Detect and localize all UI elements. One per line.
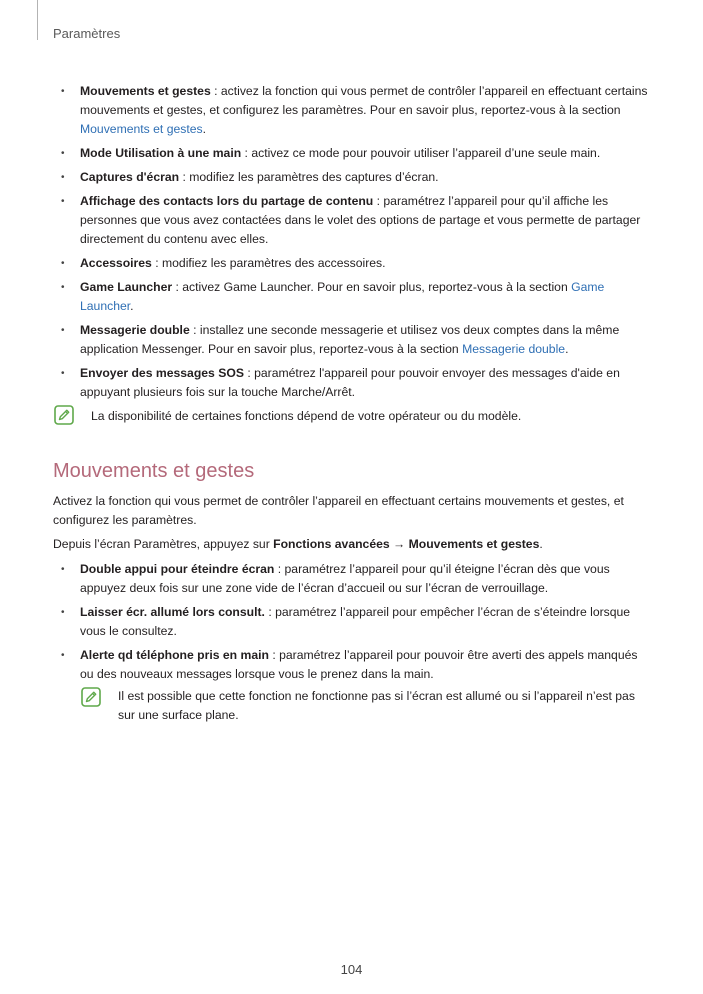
item-end: . <box>565 342 569 356</box>
item-term: Envoyer des messages SOS <box>80 366 244 380</box>
list-item <box>54 192 654 249</box>
section-intro: Activez la fonction qui vous permet de contrôler l’appareil en effectuant certains mouvements et gestes, et configurez les paramètres. <box>53 494 624 527</box>
item-text: : paramétrez l'appareil pour pouvoir envoyer des messages d'aide en appuyant plusieurs fois sur la touche Marche/Arrêt. <box>80 366 620 399</box>
list-item <box>54 168 654 187</box>
item-text: : activez la fonction qui vous permet de contrôler l’appareil en effectuant certains mouvements et gestes, et configurez les paramètres. Pour en savoir plus, reportez-vous à la section <box>80 84 648 117</box>
bullet-icon: • <box>61 196 65 207</box>
bullet-icon: • <box>61 148 65 159</box>
note-text: La disponibilité de certaines fonctions dépend de votre opérateur ou du modèle. <box>91 409 522 423</box>
item-term: Affichage des contacts lors du partage de contenu <box>80 194 374 208</box>
bullet-icon: • <box>61 650 65 661</box>
path-step-advanced-features: Fonctions avancées <box>273 537 390 551</box>
note-icon <box>54 405 74 425</box>
item-text: : paramétrez l’appareil pour qu’il éteigne l’écran dès que vous appuyez deux fois sur une zone vide de l’écran d’accueil ou sur l’écran de verrouillage. <box>80 562 610 595</box>
path-prefix: Depuis l’écran Paramètres, appuyez sur <box>53 537 274 551</box>
bullet-icon: • <box>61 325 65 336</box>
list-item <box>54 603 654 641</box>
list-item <box>54 560 654 598</box>
section-link[interactable]: Messagerie double <box>462 342 566 356</box>
bullet-icon: • <box>61 172 65 183</box>
note-text: Il est possible que cette fonction ne fonctionne pas si l’écran est allumé ou si l’appareil n’est pas sur une surface plane. <box>118 689 635 722</box>
path-step-motions-gestures: Mouvements et gestes <box>408 537 540 551</box>
item-text: : activez Game Launcher. Pour en savoir plus, reportez-vous à la section <box>172 280 572 294</box>
item-text: : installez une seconde messagerie et utilisez vos deux comptes dans la même application Messenger. Pour en savoir plus, reportez-vous à la section <box>80 323 620 356</box>
item-term: Mode Utilisation à une main <box>80 146 242 160</box>
item-term: Laisser écr. allumé lors consult. <box>80 605 265 619</box>
item-term: Game Launcher <box>80 280 173 294</box>
note <box>54 405 654 429</box>
arrow-icon: → <box>389 537 409 551</box>
item-text: : modifiez les paramètres des captures d’écran. <box>179 170 439 184</box>
list-item <box>54 82 654 139</box>
item-end: . <box>202 122 207 136</box>
bullet-icon: • <box>61 607 65 618</box>
item-text: : paramétrez l’appareil pour empêcher l’écran de s’éteindre lorsque vous le consultez. <box>80 605 631 638</box>
item-end: . <box>130 299 134 313</box>
note <box>81 687 651 727</box>
item-term: Mouvements et gestes <box>80 84 211 98</box>
section-link[interactable]: Game Launcher <box>80 280 605 313</box>
list-item <box>54 254 654 273</box>
path-end: . <box>539 537 543 551</box>
bullet-icon: • <box>61 368 65 379</box>
list-item <box>54 646 654 684</box>
section-link[interactable]: Mouvements et gestes <box>80 122 203 136</box>
bullet-icon: • <box>61 564 65 575</box>
navigation-path <box>53 535 653 554</box>
item-term: Double appui pour éteindre écran <box>80 562 275 576</box>
bullet-icon: • <box>61 282 65 293</box>
item-text: : paramétrez l’appareil pour qu’il affiche les personnes que vous avez contactées dans le volet des options de partage et vous permette de partager directement du contenu avec elles. <box>80 194 641 246</box>
gestures-list <box>54 560 654 689</box>
item-term: Accessoires <box>80 256 152 270</box>
list-item <box>54 278 654 316</box>
settings-list <box>54 82 654 407</box>
item-text: : activez ce mode pour pouvoir utiliser l’appareil d’une seule main. <box>241 146 601 160</box>
item-term: Captures d'écran <box>80 170 180 184</box>
list-item <box>54 144 654 163</box>
bullet-icon: • <box>61 258 65 269</box>
item-text: : modifiez les paramètres des accessoires. <box>151 256 386 270</box>
page-header-title: Paramètres <box>53 26 121 41</box>
item-term: Messagerie double <box>80 323 190 337</box>
page-number: 104 <box>340 962 363 977</box>
header-rule <box>37 0 38 40</box>
bullet-icon: • <box>61 86 65 97</box>
item-text: : paramétrez l’appareil pour pouvoir être averti des appels manqués ou des nouveaux messages lorsque vous le prenez dans la main. <box>80 648 638 681</box>
list-item <box>54 321 654 359</box>
section-title: Mouvements et gestes <box>53 460 255 482</box>
note-icon <box>81 687 101 707</box>
item-term: Alerte qd téléphone pris en main <box>80 648 269 662</box>
list-item <box>54 364 654 402</box>
